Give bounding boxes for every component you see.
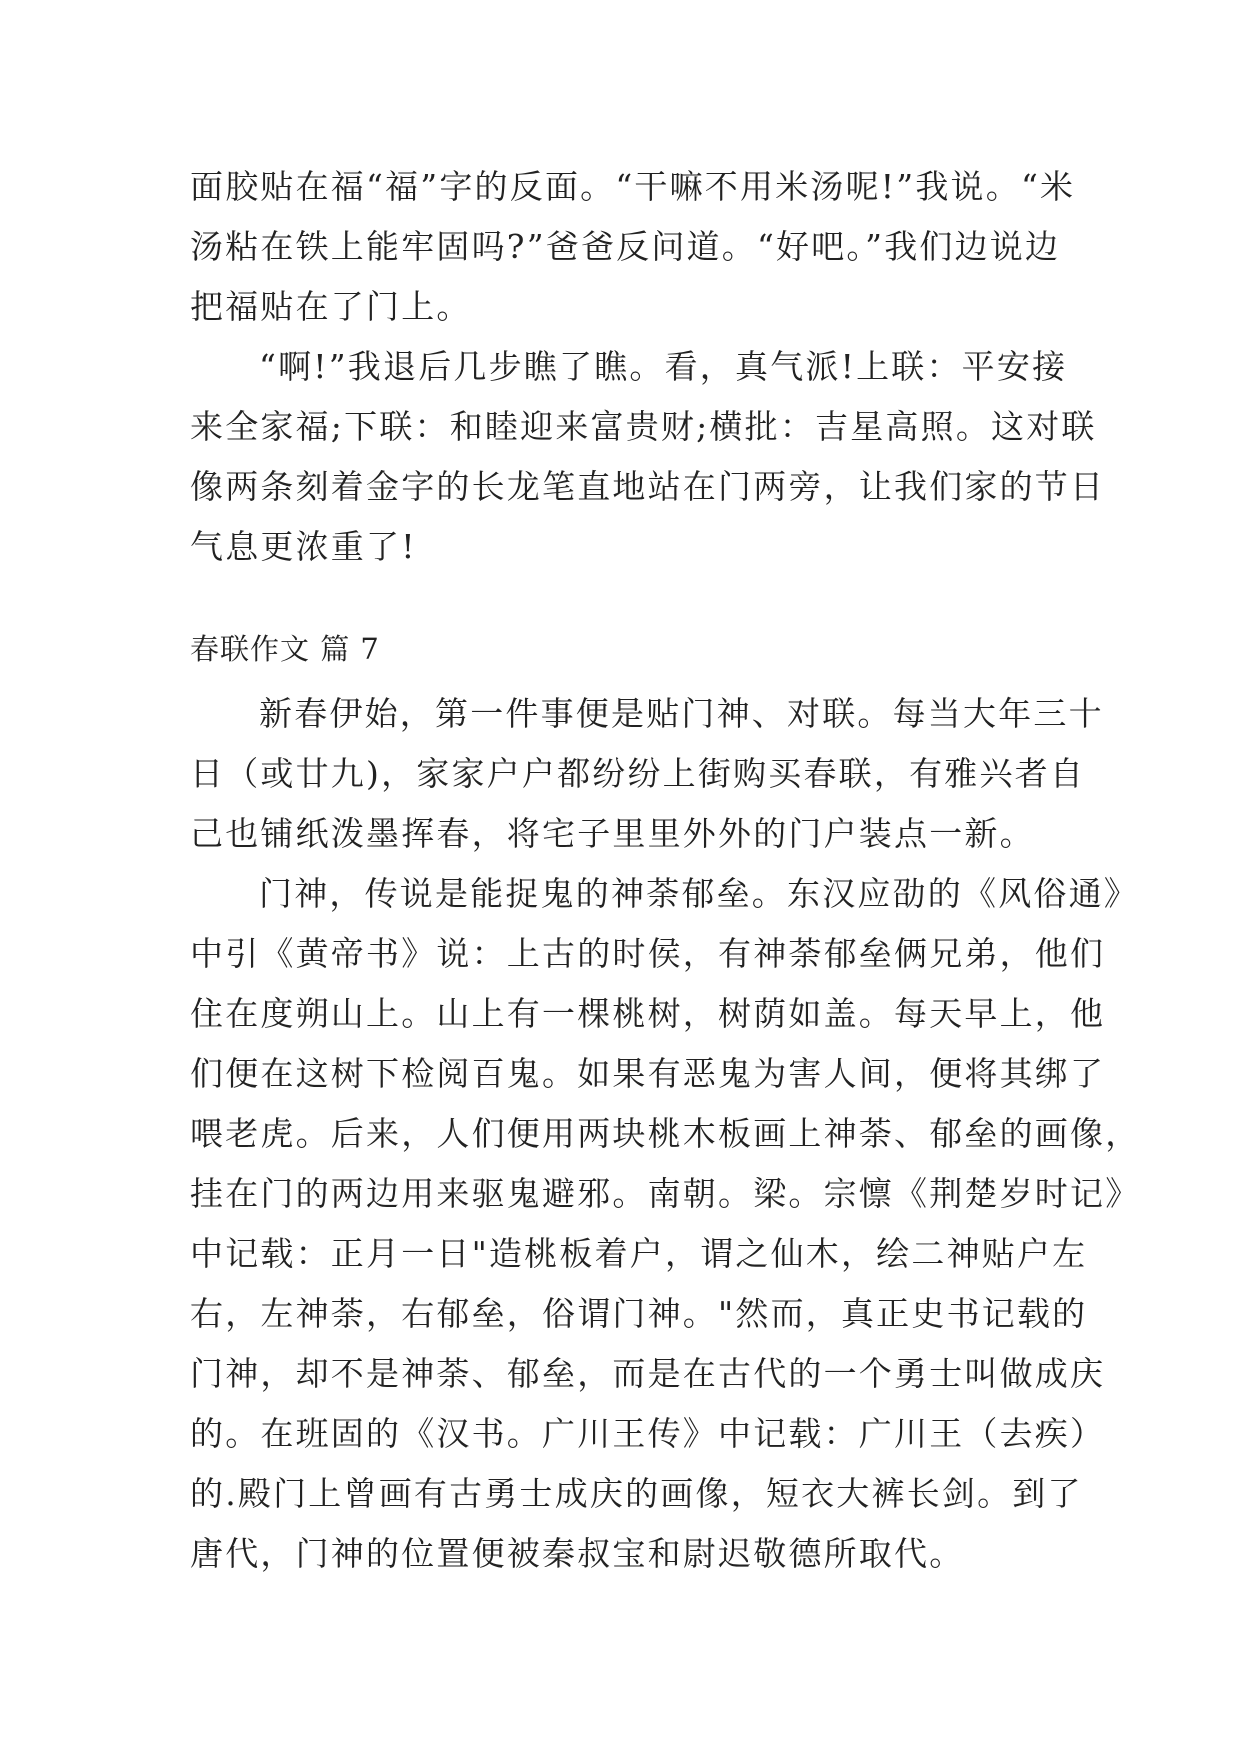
paragraph-line: 们便在这树下检阅百鬼。如果有恶鬼为害人间，便将其绑了 <box>190 1054 1106 1093</box>
paragraph-line: 的.殿门上曾画有古勇士成庆的画像，短衣大裤长剑。到了 <box>190 1474 1083 1513</box>
paragraph-line: 己也铺纸泼墨挥春，将宅子里里外外的门户装点一新。 <box>190 814 1035 853</box>
paragraph-line: 汤粘在铁上能牢固吗?”爸爸反问道。“好吧。”我们边说边 <box>190 227 1061 266</box>
paragraph-line: 门神，却不是神荼、郁垒，而是在古代的一个勇士叫做成庆 <box>190 1354 1106 1393</box>
section-heading: 春联作文 篇 7 <box>190 632 380 666</box>
paragraph-line: 的。在班固的《汉书。广川王传》中记载：广川王（去疾） <box>190 1414 1106 1453</box>
paragraph-line: 中引《黄帝书》说：上古的时侯，有神荼郁垒俩兄弟，他们 <box>190 934 1106 973</box>
paragraph-line: 来全家福;下联：和睦迎来富贵财;横批：吉星高照。这对联 <box>190 407 1097 446</box>
paragraph-line: 挂在门的两边用来驱鬼避邪。南朝。梁。宗懔《荆楚岁时记》 <box>190 1174 1141 1213</box>
paragraph-line: 像两条刻着金字的长龙笔直地站在门两旁，让我们家的节日 <box>190 467 1106 506</box>
paragraph-line: 气息更浓重了! <box>190 527 417 566</box>
paragraph-line: 日（或廿九)，家家户户都纷纷上街购买春联，有雅兴者自 <box>190 754 1086 793</box>
paragraph-line: 把福贴在了门上。 <box>190 287 472 326</box>
paragraph-line: 新春伊始，第一件事便是贴门神、对联。每当大年三十 <box>259 694 1104 733</box>
paragraph-line: 面胶贴在福“福”字的反面。“干嘛不用米汤呢!”我说。“米 <box>190 167 1076 206</box>
paragraph-line: 中记载：正月一日"造桃板着户，谓之仙木，绘二神贴户左 <box>190 1234 1088 1273</box>
paragraph-line: 门神，传说是能捉鬼的神荼郁垒。东汉应劭的《风俗通》 <box>259 874 1139 913</box>
paragraph-line: 喂老虎。后来，人们便用两块桃木板画上神荼、郁垒的画像， <box>190 1114 1141 1153</box>
paragraph-line: 唐代，门神的位置便被秦叔宝和尉迟敬德所取代。 <box>190 1534 965 1573</box>
paragraph-line: “啊!”我退后几步瞧了瞧。看，真气派!上联：平安接 <box>259 347 1068 386</box>
paragraph-line: 住在度朔山上。山上有一棵桃树，树荫如盖。每天早上，他 <box>190 994 1106 1033</box>
paragraph-line: 右，左神荼，右郁垒，俗谓门神。"然而，真正史书记载的 <box>190 1294 1088 1333</box>
